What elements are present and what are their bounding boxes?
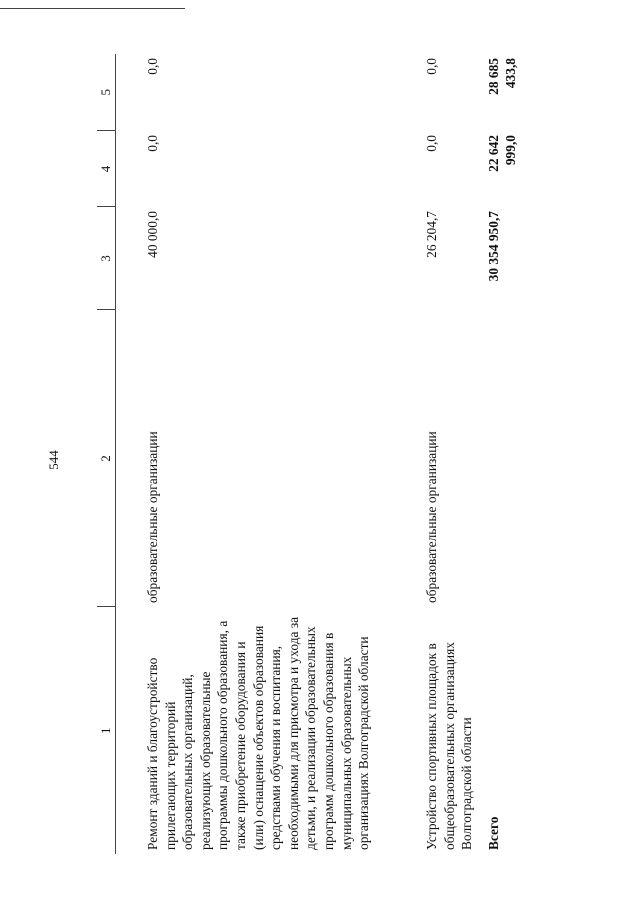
year-1-value: 26 204,7 xyxy=(424,211,439,258)
page-number: 544 xyxy=(45,450,61,470)
column-header-3: 3 xyxy=(97,207,116,310)
header-row xyxy=(97,54,116,854)
total-label: Всего xyxy=(485,816,501,850)
total-year-3: 28 685 433,8 xyxy=(485,58,519,95)
measure-name: Устройство спортивных площадок в общеобразовательных организациях Волгоградской области xyxy=(424,642,475,850)
rotated-table-wrapper xyxy=(97,54,519,854)
total-row xyxy=(476,54,520,854)
column-header-1: 1 xyxy=(97,607,116,854)
measure-name: Ремонт зданий и благоустройство прилегающих территорий образовательных организаций, реализующих образовательные программы дошкольного образования, а также приобретение оборудования и (или) оснащение объектов образования средствами обучения и воспитания, необходимыми для присмотра и ухода за детьми, и реализации образовательных программ дошкольного образования в муниципальных образовательных организациях Волгоградской области xyxy=(145,616,372,850)
total-year-1: 30 354 950,7 xyxy=(485,211,501,282)
year-3-value: 0,0 xyxy=(145,58,160,75)
year-2-value: 0,0 xyxy=(145,135,160,152)
year-1-value: 40 000,0 xyxy=(145,211,160,258)
table-row xyxy=(423,54,476,854)
column-header-5: 5 xyxy=(97,54,116,131)
total-year-2: 22 642 999,0 xyxy=(485,135,519,172)
column-header-2: 2 xyxy=(97,310,116,607)
executor: образовательные организации xyxy=(145,431,160,603)
year-2-value: 0,0 xyxy=(424,135,439,152)
table-row xyxy=(116,54,424,854)
executor: образовательные организации xyxy=(424,431,439,603)
year-3-value: 0,0 xyxy=(424,58,439,75)
top-rule xyxy=(0,8,185,9)
total-empty-cell xyxy=(476,310,520,607)
budget-table xyxy=(97,54,520,854)
column-header-4: 4 xyxy=(97,131,116,207)
